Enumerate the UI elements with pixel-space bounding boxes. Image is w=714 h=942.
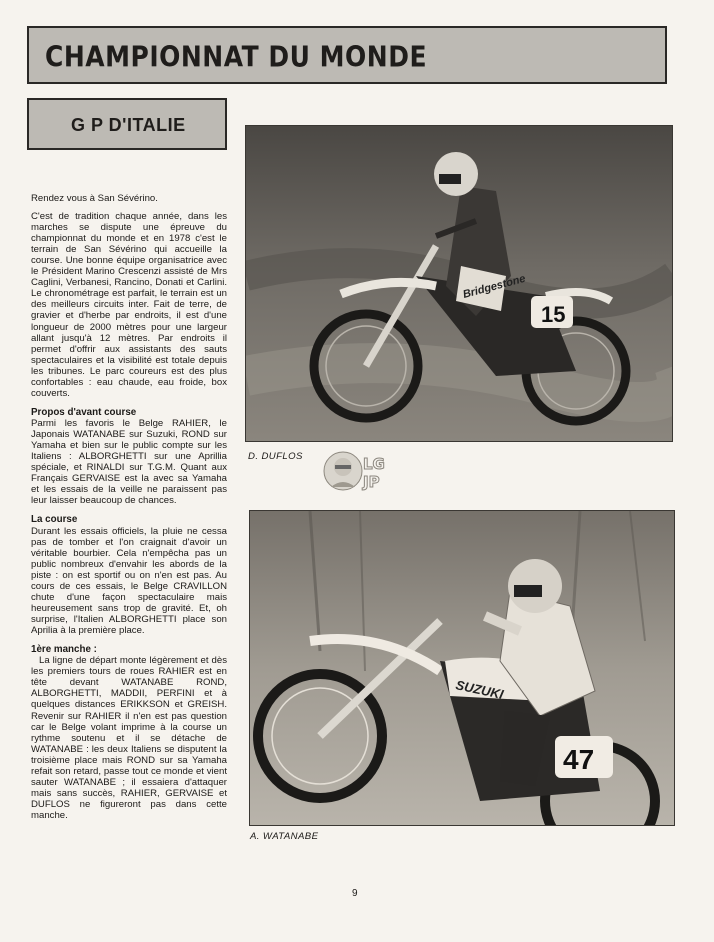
title-banner <box>27 26 667 84</box>
photo-duflos <box>245 125 673 442</box>
photo-duflos-image <box>246 126 673 442</box>
article-paragraph: La ligne de départ monte légèrement et dès les premiers tours de roues RAHIER est en tête devant WATANABE ROND, ALBORGHETTI, MADDII, PERFINI et à quelques distances ERIKKSON et GREISH. Revenir sur RAHIER il n'en est pas question car le Belge volant imprime à la course un rythme soutenu et il se détache de WATANABE : les deux Italiens se disputent la troisième place mais ROND sur sa Yamaha refait son retard, passe tout ce monde et vient sauter WATANABE ; il essaiera d'attaquer mais sans succès, RAHIER, GERVAISE et DUFLOS ne figureront pas dans cette manche. <box>31 655 227 821</box>
page-subtitle: G P D'ITALIE <box>71 115 186 135</box>
section-heading: La course <box>31 514 78 526</box>
photo-watanabe <box>249 510 675 826</box>
photo-caption: D. DUFLOS <box>248 451 303 462</box>
section-heading: Propos d'avant course <box>31 406 137 418</box>
article-paragraph: C'est de tradition chaque année, dans les marches se dispute une épreuve du championnat du monde et en 1978 c'est le terrain de San Sévérino qui accueille la course. Une bonne équipe organisatrice avec le Président Marino Crescenzi assisté de Mrs Caglini, Verbanesi, Rancino, Donati et Carlini. Le chronométrage est parfait, le terrain est un des meilleurs circuits inter. Fait de terre, de gravier et d'herbe par endroits, il est d'une longueur de 2000 mètres pour une largeur allant jusqu'à 12 mètres. Par endroits il permet d'offrir aux assistants des sauts spectaculaires et la visibilité est totale depuis les tribunes. Le parc coureurs est des plus confortables : eau chaude, eau froide, box couverts. <box>31 211 227 399</box>
bike-number: 15 <box>541 302 566 327</box>
photo-caption: A. WATANABE <box>250 831 319 842</box>
page-number: 9 <box>352 888 358 899</box>
svg-text:JP: JP <box>363 473 380 491</box>
article-column <box>31 193 227 828</box>
page-title: CHAMPIONNAT DU MONDE <box>45 40 428 74</box>
jersey-text: Bridgestone <box>461 272 527 301</box>
watermark-logo <box>323 447 393 495</box>
section-heading: 1ère manche : <box>31 644 97 656</box>
svg-text:LG: LG <box>363 455 385 473</box>
bike-brand: SUZUKI <box>454 677 505 702</box>
bike-number: 47 <box>563 744 595 775</box>
article-paragraph: Parmi les favoris le Belge RAHIER, le Japonais WATANABE sur Suzuki, ROND sur Yamaha et bien sur le public compte sur les Italiens : ALBORGHETTI sur une Aprillia spéciale, et RINALDI sur T.G.M. Quant aux Français GERVAISE est la avec sa Yamaha et les essais de la veille ne paraissent pas leur laisser beaucoup de chances. <box>31 418 227 507</box>
subtitle-box <box>27 98 227 150</box>
article-paragraph: Durant les essais officiels, la pluie ne cessa pas de tomber et l'on craignait d'avoir un véritable bourbier. Cela n'empêcha pas un public nombreux d'envahir les abords de la piste : on est sportif ou on n'en est pas. Au cours de ces essais, le Belge CRAVILLON chute d'une façon spectaculaire mais heureusement sans trop de gravité. Et, oh surprise, l'Italien ALBORGHETTI place son Aprilia à la première place. <box>31 525 227 637</box>
photo-watanabe-image <box>250 511 675 826</box>
logo-icon <box>323 447 393 495</box>
article-intro: Rendez vous à San Sévérino. <box>31 193 158 204</box>
